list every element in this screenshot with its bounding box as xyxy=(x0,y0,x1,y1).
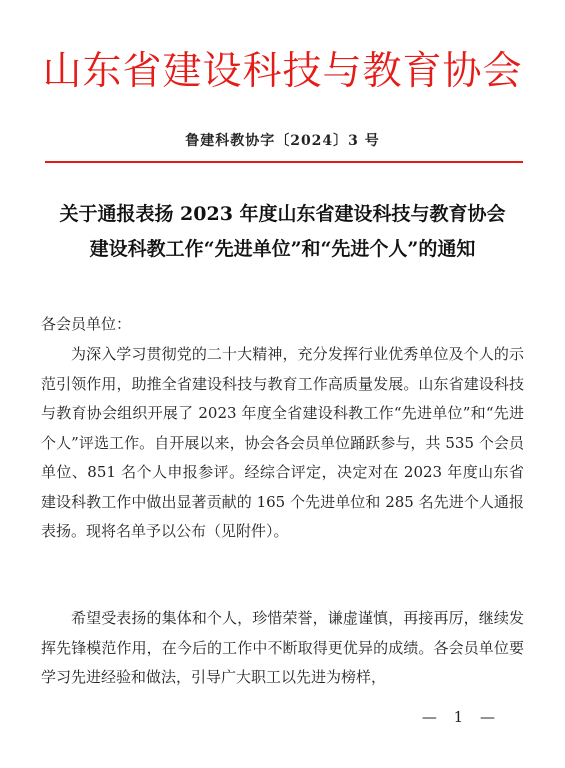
red-divider-line xyxy=(45,161,523,163)
body-paragraph-1: 为深入学习贯彻党的二十大精神，充分发挥行业优秀单位及个人的示范引领作用，助推全省建设科技与教育工作高质量发展。山东省建设科技与教育协会组织开展了 2023 年度全省建设科教工作“先进单位”和“先进个人”评选工作。自开展以来，协会各会员单位踊跃参与，共 535 个会员单位、851 名个人申报参评。经综合评定，决定对在 2023 年度山东省建设科教工作中做出显著贡献的 165 个先进单位和 285 名先进个人通报表扬。现将名单予以公布（见附件）。 xyxy=(41,345,524,540)
body-paragraph-2: 希望受表扬的集体和个人，珍惜荣誉，谦虚谨慎，再接再厉，继续发挥先锋模范作用，在今后的工作中不断取得更优异的成绩。各会员单位要学习先进经验和做法，引导广大职工以先进为榜样， xyxy=(41,609,524,686)
document-number: 鲁建科教协字〔2024〕3 号 xyxy=(185,133,380,149)
organization-title: 山东省建设科技与教育协会 xyxy=(42,49,523,94)
notice-title-line-1: 关于通报表扬 2023 年度山东省建设科技与教育协会 xyxy=(59,203,506,225)
notice-title xyxy=(0,197,565,267)
page-number: — 1 — xyxy=(421,708,501,726)
salutation: 各会员单位： xyxy=(41,315,132,333)
notice-title-line-2: 建设科教工作“先进单位”和“先进个人”的通知 xyxy=(89,238,476,260)
